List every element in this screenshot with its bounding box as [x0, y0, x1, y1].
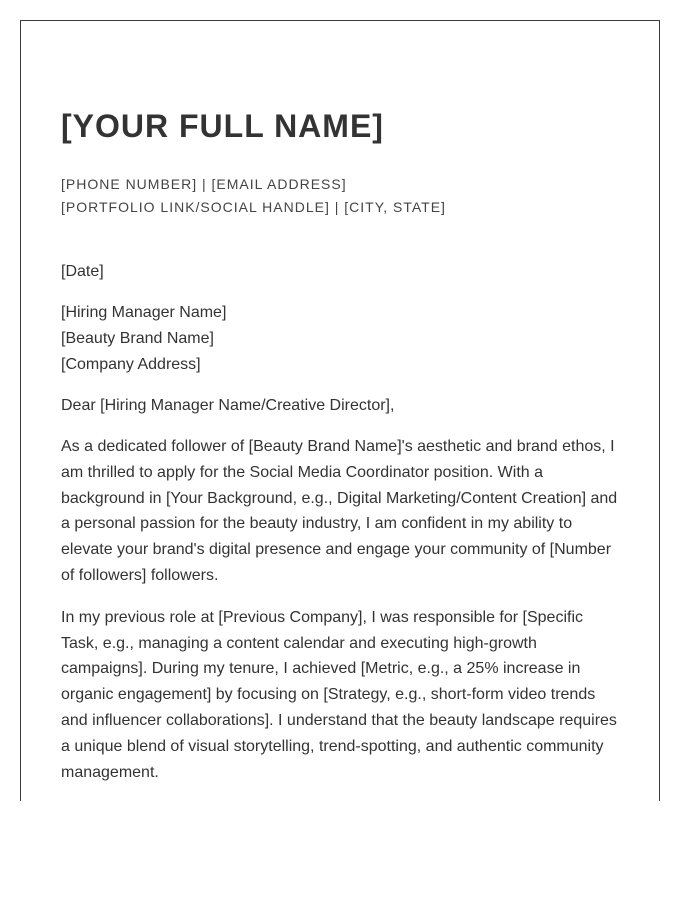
letter-date: [Date] — [61, 263, 104, 280]
body-paragraph-experience: In my previous role at [Previous Company], I was responsible for [Specific Task, e.g., managing a content calendar and executing high-growth campaigns]. During my tenure, I achieved [Metric, e.g., a 25% increase in organic engagement] by focusing on [Strategy, e.g., short-form video trends and influencer collaborations]. I understand that the beauty landscape requires a unique blend of visual storytelling, trend-spotting, and authentic community management. — [61, 608, 617, 781]
applicant-name: [YOUR FULL NAME] — [61, 108, 384, 144]
salutation: Dear [Hiring Manager Name/Creative Director], — [61, 397, 395, 414]
contact-block — [61, 173, 623, 219]
letter-content — [61, 107, 623, 801]
recipient-brand: [Beauty Brand Name] — [61, 330, 214, 347]
letter-page — [20, 20, 660, 801]
body-paragraph-intro: As a dedicated follower of [Beauty Brand Name]'s aesthetic and brand ethos, I am thrilled to apply for the Social Media Coordinator position. With a background in [Your Background, e.g., Digital Marketing/Content Creation] and a personal passion for the beauty industry, I am confident in my ability to elevate your brand's digital presence and engage your community of [Number of followers] followers. — [61, 438, 618, 584]
contact-line-phone-email: [PHONE NUMBER] | [EMAIL ADDRESS] — [61, 176, 347, 192]
recipient-block — [61, 300, 623, 378]
recipient-manager: [Hiring Manager Name] — [61, 304, 227, 321]
contact-line-portfolio-location: [PORTFOLIO LINK/SOCIAL HANDLE] | [CITY, STATE] — [61, 199, 446, 215]
recipient-address: [Company Address] — [61, 356, 201, 373]
